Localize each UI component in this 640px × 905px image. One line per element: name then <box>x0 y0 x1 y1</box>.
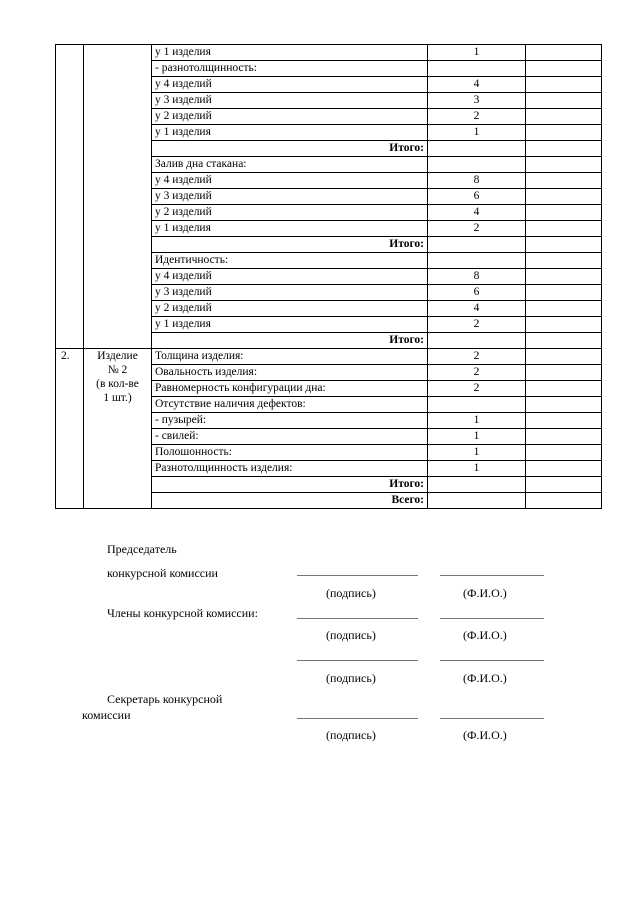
secretary-label: Секретарь конкурсной <box>107 692 223 706</box>
secretary-label-committee: комиссии <box>82 708 131 722</box>
criterion-cell: Равномерность конфигурации дна: <box>152 381 428 397</box>
value-cell: 8 <box>428 173 526 189</box>
member2-name-caption: (Ф.И.О.) <box>463 671 507 685</box>
criterion-cell: у 3 изделий <box>152 285 428 301</box>
item2-name-line: 1 шт.) <box>103 392 132 404</box>
item2-name-line: № 2 <box>107 364 128 376</box>
secretary-signature-line <box>297 718 418 719</box>
value-cell: 8 <box>428 269 526 285</box>
value-cell: 2 <box>428 349 526 365</box>
value-cell: 1 <box>428 445 526 461</box>
criterion-cell: Толщина изделия: <box>152 349 428 365</box>
criterion-cell: у 1 изделия <box>152 221 428 237</box>
criterion-cell: у 2 изделий <box>152 205 428 221</box>
criterion-cell: Овальность изделия: <box>152 365 428 381</box>
criterion-cell: Отсутствие наличия дефектов: <box>152 397 428 413</box>
value-cell: 2 <box>428 365 526 381</box>
members-label: Члены конкурсной комиссии: <box>107 606 258 620</box>
value-cell: 4 <box>428 77 526 93</box>
chairman-name-caption: (Ф.И.О.) <box>463 586 507 600</box>
criterion-cell: у 3 изделий <box>152 189 428 205</box>
member1-signature-caption: (подпись) <box>326 628 376 642</box>
total-label-cell: Всего: <box>152 493 428 509</box>
value-cell: 6 <box>428 189 526 205</box>
criterion-cell: у 4 изделий <box>152 173 428 189</box>
criterion-cell: Залив дна стакана: <box>152 157 428 173</box>
total-label-cell: Итого: <box>152 237 428 253</box>
chairman-name-line <box>440 575 544 576</box>
value-cell: 2 <box>428 381 526 397</box>
criterion-cell: Полошонность: <box>152 445 428 461</box>
value-cell: 4 <box>428 301 526 317</box>
criterion-cell: Идентичность: <box>152 253 428 269</box>
total-label-cell: Итого: <box>152 477 428 493</box>
criterion-cell: - свилей: <box>152 429 428 445</box>
criterion-cell: - разнотолщинность: <box>152 61 428 77</box>
value-cell: 2 <box>428 317 526 333</box>
value-cell: 1 <box>428 125 526 141</box>
member2-name-line <box>440 660 544 661</box>
secretary-name-line <box>440 718 544 719</box>
criterion-cell: у 1 изделия <box>152 125 428 141</box>
chairman-signature-caption: (подпись) <box>326 586 376 600</box>
value-cell: 2 <box>428 221 526 237</box>
secretary-name-caption: (Ф.И.О.) <box>463 728 507 742</box>
criterion-cell: Разнотолщинность изделия: <box>152 461 428 477</box>
member1-name-caption: (Ф.И.О.) <box>463 628 507 642</box>
value-cell: 3 <box>428 93 526 109</box>
chairman-signature-line <box>297 575 418 576</box>
criterion-cell: у 2 изделий <box>152 301 428 317</box>
secretary-signature-caption: (подпись) <box>326 728 376 742</box>
item2-number-cell: 2. <box>56 349 84 509</box>
member2-signature-line <box>297 660 418 661</box>
criterion-cell: у 4 изделий <box>152 77 428 93</box>
value-cell: 1 <box>428 45 526 61</box>
item2-name-line: Изделие <box>97 350 138 362</box>
member1-name-line <box>440 618 544 619</box>
value-cell: 1 <box>428 429 526 445</box>
criterion-cell: у 1 изделия <box>152 45 428 61</box>
criterion-cell: у 3 изделий <box>152 93 428 109</box>
criterion-cell: - пузырей: <box>152 413 428 429</box>
chairman-label: Председатель <box>107 542 177 556</box>
member1-signature-line <box>297 618 418 619</box>
value-cell: 1 <box>428 461 526 477</box>
criterion-cell: у 2 изделий <box>152 109 428 125</box>
total-label-cell: Итого: <box>152 333 428 349</box>
item2-name-line: (в кол-ве <box>96 378 139 390</box>
member2-signature-caption: (подпись) <box>326 671 376 685</box>
value-cell: 4 <box>428 205 526 221</box>
total-label-cell: Итого: <box>152 141 428 157</box>
value-cell: 1 <box>428 413 526 429</box>
criterion-cell: у 4 изделий <box>152 269 428 285</box>
criterion-cell: у 1 изделия <box>152 317 428 333</box>
value-cell: 6 <box>428 285 526 301</box>
value-cell: 2 <box>428 109 526 125</box>
chairman-label-committee: конкурсной комиссии <box>107 566 218 580</box>
